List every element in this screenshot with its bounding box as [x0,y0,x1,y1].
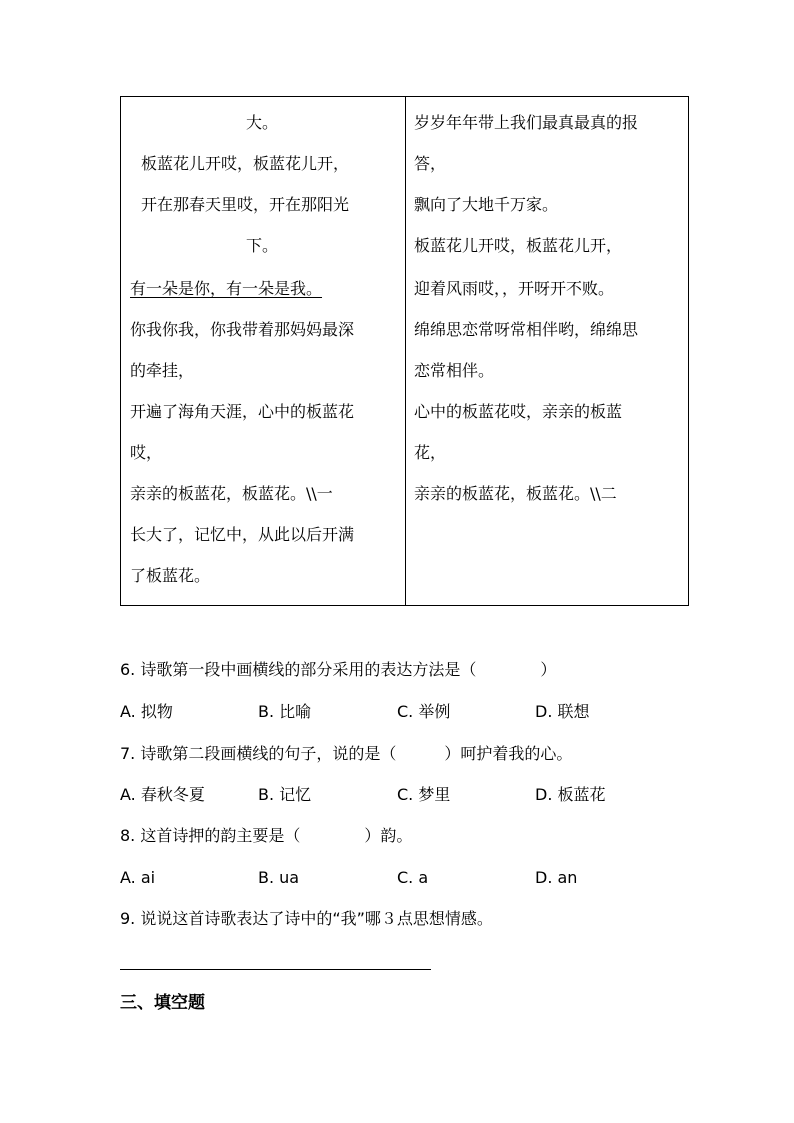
poem-left-line-10: 亲亲的板蓝花，板蓝花。\\一 [130,484,333,503]
poem-left-line-3: 开在那春天里哎，开在那阳光 [141,195,350,214]
q8-option-a[interactable]: A. ai [120,868,156,887]
answer-line[interactable] [120,969,431,970]
q8-option-d[interactable]: D. an [535,868,578,887]
q6-option-d[interactable]: D. 联想 [535,702,590,721]
poem-right-line-4: 板蓝花儿开哎，板蓝花儿开， [414,236,623,255]
section-title: 三、填空题 [120,993,205,1013]
poem-right-line-5: 迎着风雨哎，，开呀开不败。 [414,279,615,298]
poem-right-line-3: 飘向了大地千万家。 [414,195,559,214]
poem-left-line-6: 你我你我，你我带着那妈妈最深 [130,320,355,339]
poem-right-line-8: 心中的板蓝花哎，亲亲的板蓝 [414,402,623,421]
q7-option-b[interactable]: B. 记忆 [258,785,312,804]
poem-left-line-11: 长大了，记忆中，从此以后开满 [130,525,355,544]
poem-table [120,96,689,606]
poem-left-line-7: 的牵挂， [130,361,195,380]
poem-left-line-8: 开遍了海角天涯，心中的板蓝花 [130,402,355,421]
q8-option-b[interactable]: B. ua [258,868,300,887]
question-6: 6. 诗歌第一段中画横线的部分采用的表达方法是（ ） [120,660,557,679]
question-9: 9. 说说这首诗歌表达了诗中的“我”哪３点思想情感。 [120,909,493,928]
poem-left-line-12: 了板蓝花。 [130,566,211,585]
poem-left-line-2: 板蓝花儿开哎，板蓝花儿开， [141,154,350,173]
q7-option-a[interactable]: A. 春秋冬夏 [120,785,205,804]
poem-right-line-6: 绵绵思恋常呀常相伴哟，绵绵思 [414,320,639,339]
poem-left-line-1: 大。 [246,113,279,132]
poem-right-line-10: 亲亲的板蓝花，板蓝花。\\二 [414,484,617,503]
q6-option-c[interactable]: C. 举例 [397,702,451,721]
q6-option-a[interactable]: A. 拟物 [120,702,173,721]
question-7: 7. 诗歌第二段画横线的句子，说的是（ ）呵护着我的心。 [120,744,573,763]
poem-right-line-7: 恋常相伴。 [414,361,495,380]
q6-option-b[interactable]: B. 比喻 [258,702,312,721]
poem-right-line-1: 岁岁年年带上我们最真最真的报 [414,113,639,132]
poem-left-line-4: 下。 [246,236,279,255]
poem-right-line-2: 答， [414,154,447,173]
question-8: 8. 这首诗押的韵主要是（ ）韵。 [120,826,413,845]
q8-option-c[interactable]: C. a [397,868,429,887]
q7-option-d[interactable]: D. 板蓝花 [535,785,606,804]
column-divider [405,97,406,605]
q7-option-c[interactable]: C. 梦里 [397,785,451,804]
poem-left-underlined-line: 有一朵是你，有一朵是我。 [130,279,323,298]
poem-right-line-9: 花， [414,443,447,462]
poem-left-line-9: 哎， [130,443,163,462]
